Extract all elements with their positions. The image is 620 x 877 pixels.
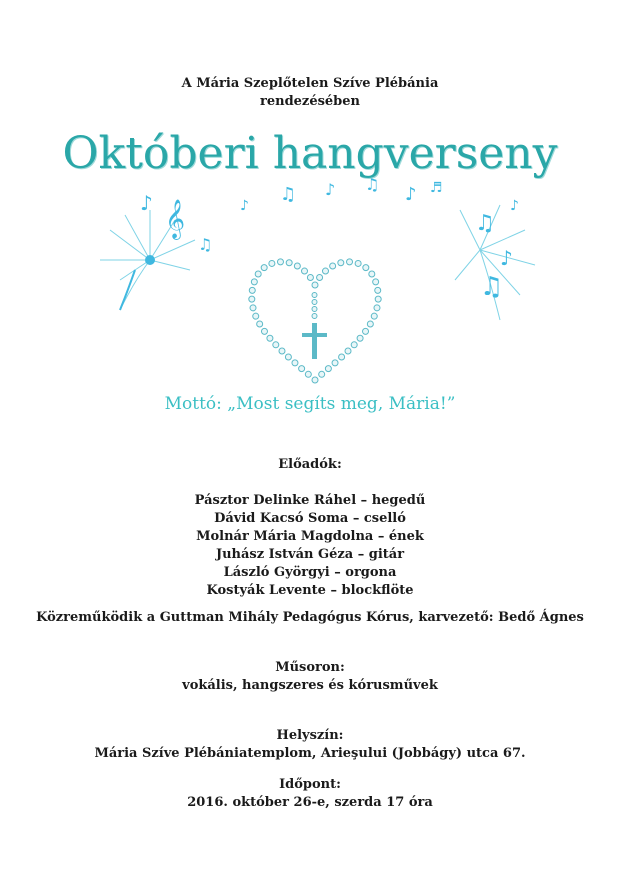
rosary-bead: [312, 293, 317, 298]
rosary-bead: [255, 271, 261, 277]
svg-text:𝄞: 𝄞: [165, 199, 186, 239]
rosary-bead: [312, 282, 318, 288]
rosary-bead: [374, 305, 380, 311]
motto: Mottó: „Most segíts meg, Mária!”: [164, 394, 456, 414]
svg-text:♫: ♫: [480, 272, 504, 302]
rosary-bead: [294, 263, 300, 269]
page-title: Októberi hangverseny: [62, 128, 558, 179]
rosary-bead: [325, 366, 331, 372]
rosary-bead: [375, 287, 381, 293]
performer-item: László Györgyi – orgona: [223, 565, 397, 580]
rosary-bead: [267, 335, 273, 341]
rosary-bead: [269, 260, 275, 266]
rosary-beads: [249, 259, 381, 383]
rosary-bead: [249, 296, 255, 302]
svg-text:♪: ♪: [500, 246, 513, 270]
rosary-bead: [253, 313, 259, 319]
svg-text:♪: ♪: [140, 191, 153, 215]
performer-item: Molnár Mária Magdolna – ének: [196, 529, 424, 544]
rosary-bead: [319, 371, 325, 377]
rosary-heart-icon: [252, 262, 378, 380]
rosary-bead: [357, 335, 363, 341]
decorative-artwork: [80, 170, 550, 390]
rosary-bead: [338, 260, 344, 266]
performer-item: Kostyák Levente – blockflöte: [206, 583, 414, 598]
rosary-bead: [363, 328, 369, 334]
rosary-bead: [257, 321, 263, 327]
program-text: vokális, hangszeres és kórusművek: [182, 678, 438, 693]
cross-icon: [302, 323, 327, 359]
rosary-bead: [261, 265, 267, 271]
rosary-bead: [312, 377, 318, 383]
rosary-bead: [332, 360, 338, 366]
rosary-bead: [273, 342, 279, 348]
rosary-bead: [347, 259, 353, 265]
svg-text:♫: ♫: [365, 175, 380, 194]
performer-item: Pásztor Delinke Ráhel – hegedű: [194, 493, 426, 508]
rosary-bead: [339, 354, 345, 360]
music-notes-left-icon: [140, 175, 443, 254]
performers-heading: Előadók:: [278, 457, 342, 472]
rosary-bead: [251, 279, 257, 285]
time-heading: Időpont:: [279, 777, 341, 792]
rosary-bead: [375, 296, 381, 302]
svg-text:♪: ♪: [325, 180, 336, 199]
rosary-bead: [345, 348, 351, 354]
rosary-bead: [286, 260, 292, 266]
organizer-line-2: rendezésében: [260, 94, 360, 109]
svg-text:♫: ♫: [198, 235, 213, 254]
performer-item: Dávid Kacsó Soma – cselló: [214, 511, 406, 526]
rosary-bead: [371, 313, 377, 319]
rosary-bead: [312, 314, 317, 319]
organizer-line-1: A Mária Szeplőtelen Szíve Plébánia: [181, 76, 439, 91]
choir-line: Közreműködik a Guttman Mihály Pedagógus Kórus, karvezető: Bedő Ágnes: [36, 610, 584, 625]
rosary-bead: [322, 268, 328, 274]
rosary-bead: [302, 268, 308, 274]
rosary-bead: [312, 307, 317, 312]
dandelion-right-icon: [455, 205, 535, 320]
rosary-bead: [363, 265, 369, 271]
rosary-bead: [250, 305, 256, 311]
rosary-bead: [305, 371, 311, 377]
performer-item: Juhász István Géza – gitár: [215, 547, 405, 562]
rosary-bead: [355, 260, 361, 266]
rosary-bead: [307, 275, 313, 281]
svg-text:♬: ♬: [430, 180, 443, 196]
rosary-bead: [369, 271, 375, 277]
svg-text:♫: ♫: [475, 211, 495, 236]
svg-text:♪: ♪: [510, 198, 519, 214]
program-heading: Műsoron:: [275, 660, 345, 675]
rosary-bead: [279, 348, 285, 354]
rosary-bead: [292, 360, 298, 366]
svg-text:♫: ♫: [280, 184, 297, 205]
rosary-bead: [312, 300, 317, 305]
venue-text: Mária Szíve Plébániatemplom, Arieşului (Jobbágy) utca 67.: [94, 746, 526, 761]
rosary-bead: [299, 366, 305, 372]
rosary-bead: [285, 354, 291, 360]
time-text: 2016. október 26-e, szerda 17 óra: [187, 795, 433, 810]
rosary-bead: [367, 321, 373, 327]
rosary-bead: [373, 279, 379, 285]
rosary-bead: [351, 342, 357, 348]
svg-text:♪: ♪: [405, 184, 417, 205]
rosary-bead: [277, 259, 283, 265]
rosary-bead: [330, 263, 336, 269]
svg-text:♪: ♪: [240, 198, 249, 214]
rosary-bead: [261, 328, 267, 334]
venue-heading: Helyszín:: [276, 728, 344, 743]
rosary-bead: [317, 275, 323, 281]
rosary-bead: [249, 287, 255, 293]
